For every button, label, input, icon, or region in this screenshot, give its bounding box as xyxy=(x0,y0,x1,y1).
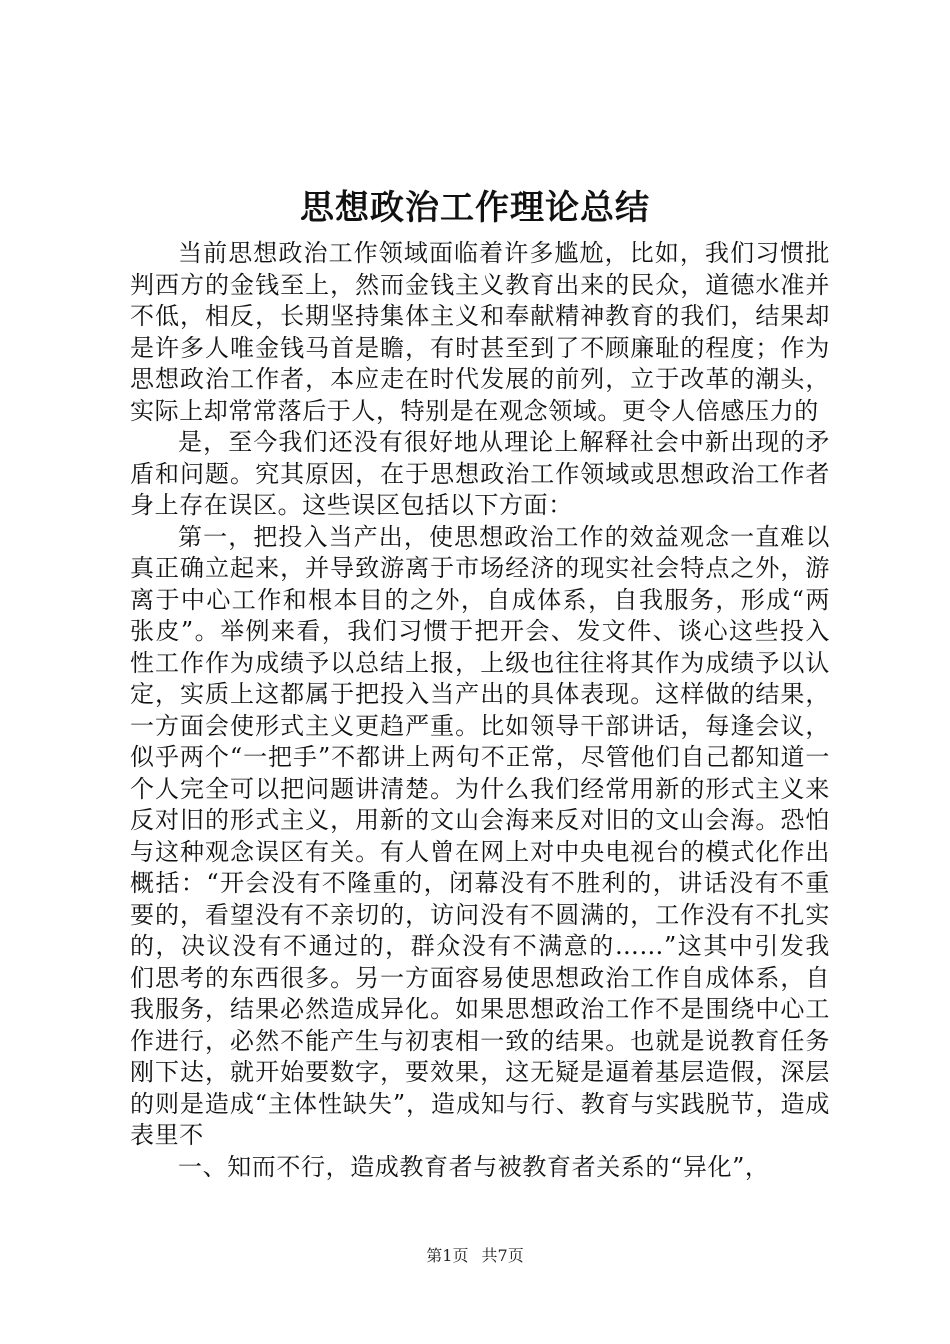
total-pages: 共7页 xyxy=(481,1246,524,1265)
paragraph-3: 第一，把投入当产出，使思想政治工作的效益观念一直难以真正确立起来，并导致游离于市场经济的现实社会特点之外，游离于中心工作和根本目的之外，自成体系，自我服务，形成“两张皮”。举例来看，我们习惯于把开会、发文件、谈心这些投入性工作作为成绩予以总结上报，上级也往往将其作为成绩予以认定，实质上这都属于把投入当产出的具体表现。这样做的结果，一方面会使形式主义更趋严重。比如领导干部讲话，每逢会议，似乎两个“一把手”不都讲上两句不正常，尽管他们自己都知道一个人完全可以把问题讲清楚。为什么我们经常用新的形式主义来反对旧的形式主义，用新的文山会海来反对旧的文山会海。恐怕与这种观念误区有关。有人曾在网上对中央电视台的模式化作出概括：“开会没有不隆重的，闭幕没有不胜利的，讲话没有不重要的，看望没有不亲切的，访问没有不圆满的，工作没有不扎实的，决议没有不通过的，群众没有不满意的……”这其中引发我们思考的东西很多。另一方面容易使思想政治工作自成体系，自我服务，结果必然造成异化。如果思想政治工作不是围绕中心工作进行，必然不能产生与初衷相一致的结果。也就是说教育任务刚下达，就开始要数字，要效果，这无疑是逼着基层造假，深层的则是造成“主体性缺失”，造成知与行、教育与实践脱节，造成表里不 xyxy=(130,522,830,1149)
paragraph-4: 一、知而不行，造成教育者与被教育者关系的“异化”， xyxy=(178,1152,770,1181)
current-page-number: 第1页 xyxy=(426,1246,469,1265)
document-title: 思想政治工作理论总结 xyxy=(300,188,650,228)
page-footer xyxy=(0,1244,950,1268)
paragraph-1: 当前思想政治工作领域面临着许多尴尬，比如，我们习惯批判西方的金钱至上，然而金钱主义教育出来的民众，道德水准并不低，相反，长期坚持集体主义和奉献精神教育的我们，结果却是许多人唯金钱马首是瞻，有时甚至到了不顾廉耻的程度；作为思想政治工作者，本应走在时代发展的前列，立于改革的潮头，实际上却常常落后于人，特别是在观念领域。更令人倍感压力的 xyxy=(130,239,830,425)
paragraph-2: 是，至今我们还没有很好地从理论上解释社会中新出现的矛盾和问题。究其原因，在于思想政治工作领域或思想政治工作者身上存在误区。这些误区包括以下方面： xyxy=(130,428,830,519)
document-body xyxy=(130,238,830,1183)
